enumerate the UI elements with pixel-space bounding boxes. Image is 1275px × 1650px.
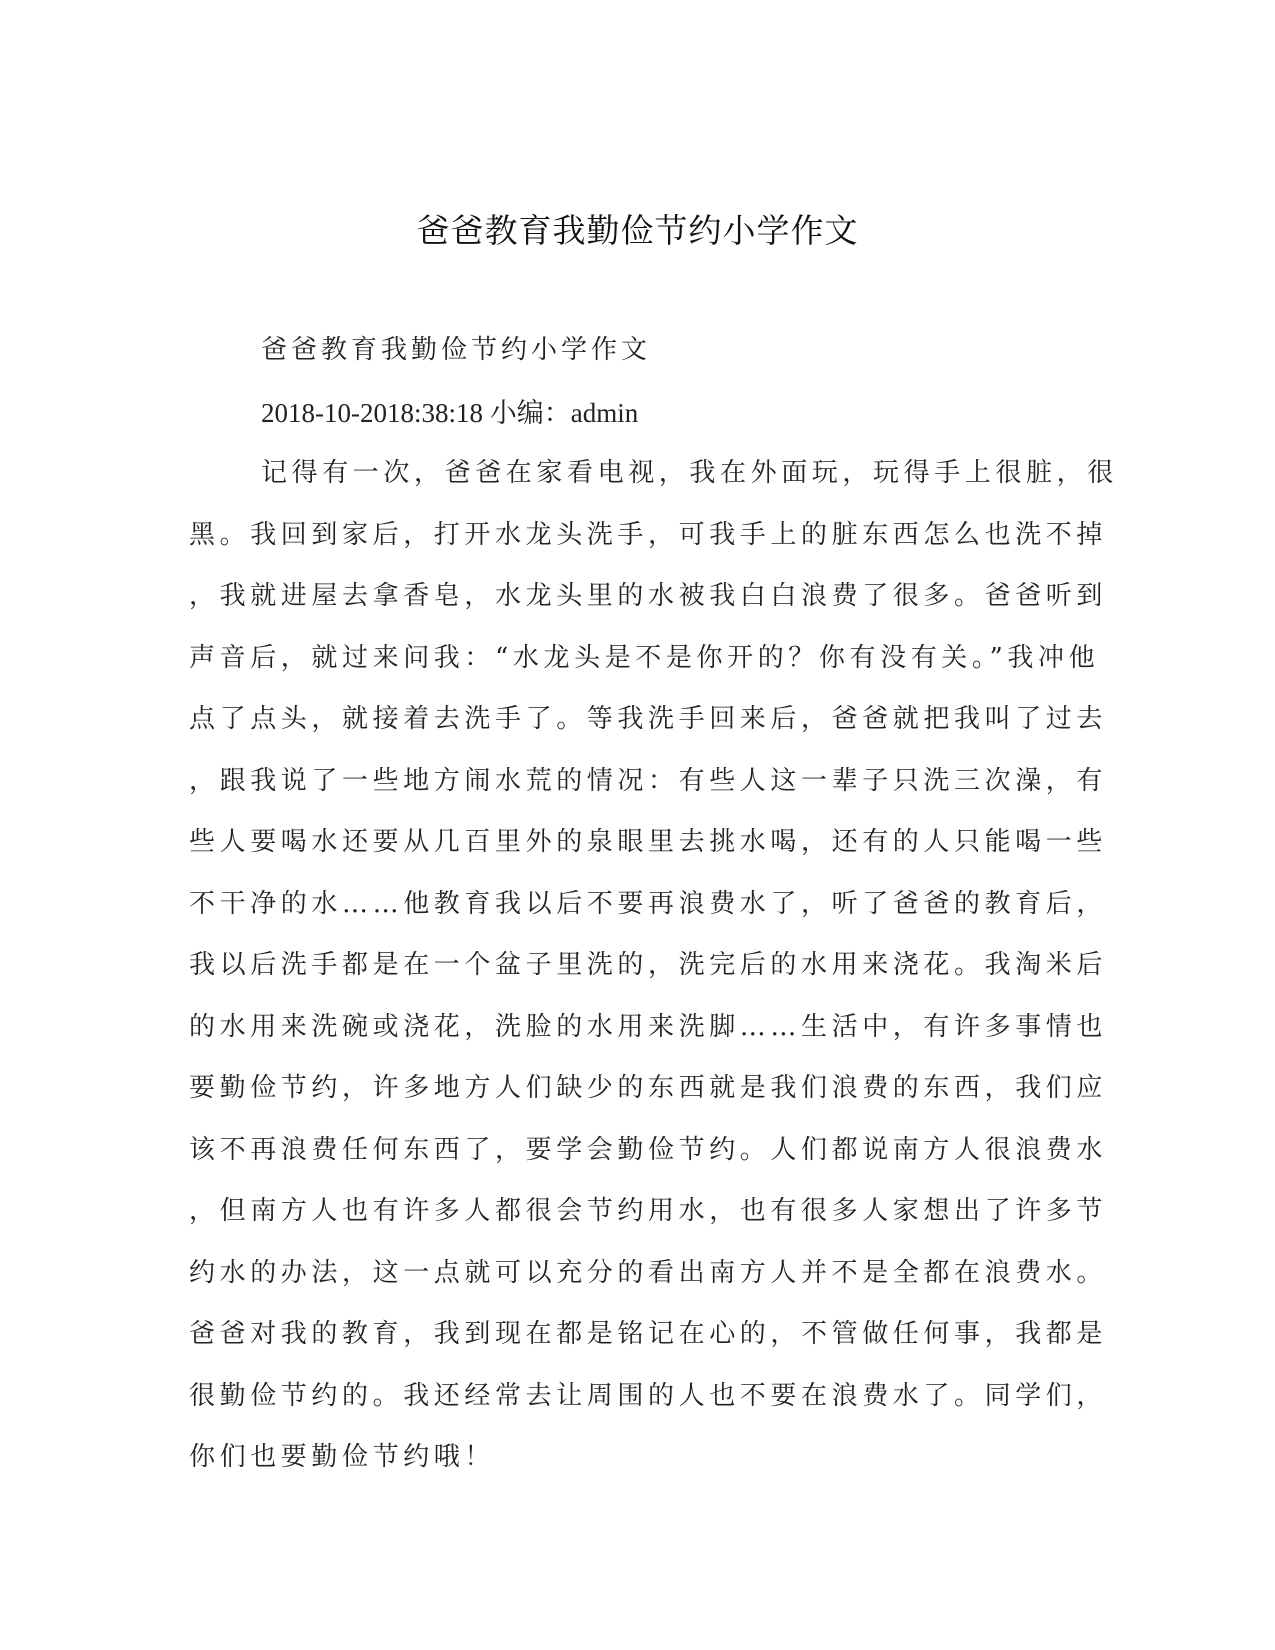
document-body bbox=[189, 453, 1189, 1499]
body-line: 黑。我回到家后，打开水龙头洗手，可我手上的脏东西怎么也洗不掉 bbox=[189, 519, 1108, 550]
body-line: ，但南方人也有许多人都很会节约用水，也有很多人家想出了许多节 bbox=[189, 1196, 1108, 1226]
body-line: 的水用来洗碗或浇花，洗脸的水用来洗脚……生活中，有许多事情也 bbox=[189, 1011, 1108, 1042]
body-line: 声音后，就过来问我：“水龙头是不是你开的？你有没有关。”我冲他 bbox=[189, 642, 1100, 673]
body-line: 很勤俭节约的。我还经常去让周围的人也不要在浪费水了。同学们， bbox=[189, 1380, 1108, 1411]
body-line: 约水的办法，这一点就可以充分的看出南方人并不是全都在浪费水。 bbox=[189, 1257, 1108, 1288]
body-line: 要勤俭节约，许多地方人们缺少的东西就是我们浪费的东西，我们应 bbox=[189, 1073, 1108, 1103]
body-line: ，跟我说了一些地方闹水荒的情况：有些人这一辈子只洗三次澡，有 bbox=[189, 765, 1108, 796]
body-line: 该不再浪费任何东西了，要学会勤俭节约。人们都说南方人很浪费水 bbox=[189, 1134, 1108, 1165]
body-line: 记得有一次，爸爸在家看电视，我在外面玩，玩得手上很脏，很 bbox=[261, 458, 1118, 488]
body-line: 些人要喝水还要从几百里外的泉眼里去挑水喝，还有的人只能喝一些 bbox=[189, 827, 1108, 857]
body-line: 不干净的水……他教育我以后不要再浪费水了，听了爸爸的教育后， bbox=[189, 888, 1108, 919]
body-line: 爸爸对我的教育，我到现在都是铭记在心的，不管做任何事，我都是 bbox=[189, 1319, 1108, 1349]
document-title: 爸爸教育我勤俭节约小学作文 bbox=[416, 211, 859, 250]
document-meta: 2018-10-2018:38:18 小编：admin bbox=[261, 398, 639, 428]
body-line: ，我就进屋去拿香皂，水龙头里的水被我白白浪费了很多。爸爸听到 bbox=[189, 581, 1108, 611]
body-line: 你们也要勤俭节约哦！ bbox=[189, 1442, 496, 1472]
document-subtitle: 爸爸教育我勤俭节约小学作文 bbox=[261, 335, 652, 365]
body-line: 我以后洗手都是在一个盆子里洗的，洗完后的水用来浇花。我淘米后 bbox=[189, 950, 1108, 980]
body-line: 点了点头，就接着去洗手了。等我洗手回来后，爸爸就把我叫了过去 bbox=[189, 704, 1108, 734]
